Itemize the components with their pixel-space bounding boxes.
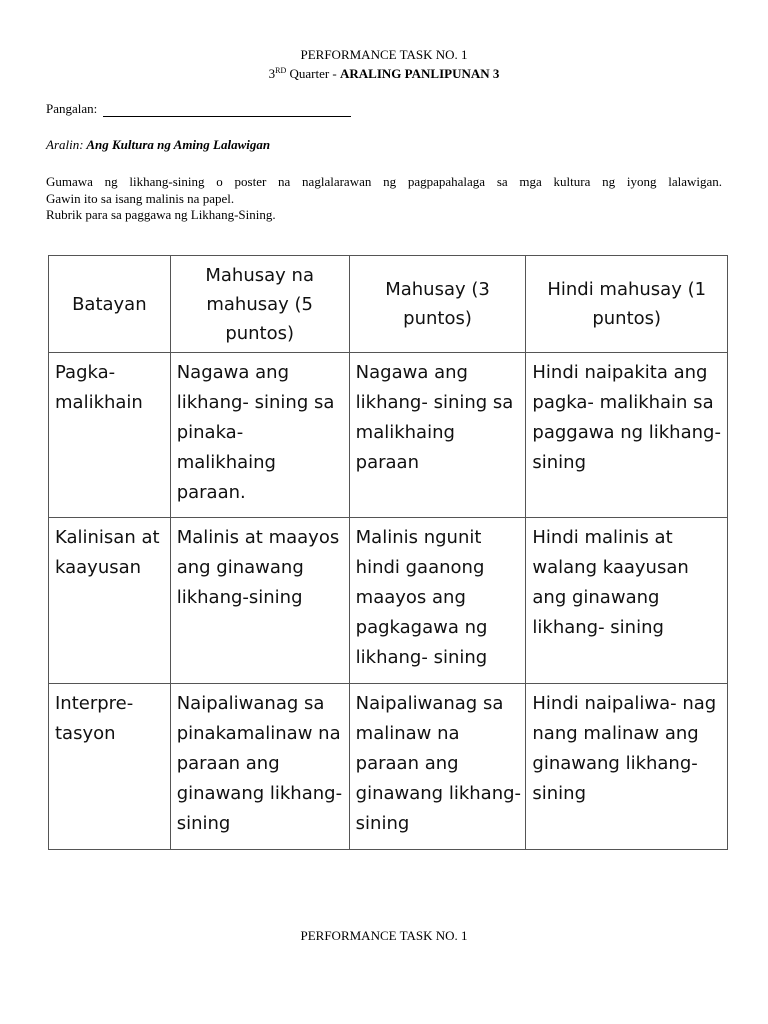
rubric-row bbox=[49, 684, 728, 850]
rubric-table bbox=[48, 255, 728, 850]
instruction-line: Gawin ito sa isang malinis na papel. bbox=[46, 190, 235, 206]
rubric-criterion-cell: Kalinisan at kaayusan bbox=[49, 518, 171, 684]
rubric-header-cell: Mahusay na mahusay (5 puntos) bbox=[170, 256, 349, 353]
subject-title: ARALING PANLIPUNAN 3 bbox=[340, 66, 500, 81]
lesson-line bbox=[46, 137, 270, 153]
quarter-number: 3 bbox=[268, 66, 276, 81]
rubric-cell: Hindi malinis at walang kaayusan ang ginawang likhang- sining bbox=[526, 518, 728, 684]
rubric-row bbox=[49, 353, 728, 518]
name-field bbox=[46, 101, 351, 117]
rubric-cell: Naipaliwanag sa malinaw na paraan ang ginawang likhang- sining bbox=[349, 684, 526, 850]
instructions bbox=[46, 174, 722, 224]
rubric-cell: Malinis at maayos ang ginawang likhang-sining bbox=[170, 518, 349, 684]
rubric-criterion-cell: Interpre- tasyon bbox=[49, 684, 171, 850]
rubric-header-cell: Hindi mahusay (1 puntos) bbox=[526, 256, 728, 353]
rubric-cell: Hindi naipakita ang pagka- malikhain sa paggawa ng likhang-sining bbox=[526, 353, 728, 518]
rubric-row bbox=[49, 518, 728, 684]
rubric-cell: Naipaliwanag sa pinakamalinaw na paraan ang ginawang likhang- sining bbox=[170, 684, 349, 850]
name-label: Pangalan: bbox=[46, 101, 98, 116]
document-title: PERFORMANCE TASK NO. 1 bbox=[300, 47, 468, 62]
lesson-title: Ang Kultura ng Aming Lalawigan bbox=[83, 137, 271, 152]
rubric-cell: Malinis ngunit hindi gaanong maayos ang pagkagawa ng likhang- sining bbox=[349, 518, 526, 684]
rubric-cell: Nagawa ang likhang- sining sa malikhaing paraan bbox=[349, 353, 526, 518]
instruction-line: Rubrik para sa paggawa ng Likhang-Sining. bbox=[46, 207, 276, 222]
rubric-header-row bbox=[49, 256, 728, 353]
rubric-cell: Nagawa ang likhang- sining sa pinaka- malikhaing paraan. bbox=[170, 353, 349, 518]
document-subtitle bbox=[0, 66, 768, 82]
quarter-ordinal-suffix: RD bbox=[275, 66, 287, 75]
rubric-header-cell: Batayan bbox=[49, 256, 171, 353]
quarter-label: Quarter - bbox=[286, 66, 341, 81]
lesson-label: Aralin: bbox=[46, 137, 84, 152]
rubric-header-cell: Mahusay (3 puntos) bbox=[349, 256, 526, 353]
footer-title: PERFORMANCE TASK NO. 1 bbox=[300, 928, 468, 943]
rubric-criterion-cell: Pagka- malikhain bbox=[49, 353, 171, 518]
name-blank-line[interactable] bbox=[103, 103, 351, 117]
rubric-cell: Hindi naipaliwa- nag nang malinaw ang ginawang likhang-sining bbox=[526, 684, 728, 850]
instruction-line: Gumawa ng likhang-sining o poster na naglalarawan ng pagpapahalaga sa mga kultura ng iyong lalawigan. bbox=[46, 174, 722, 189]
